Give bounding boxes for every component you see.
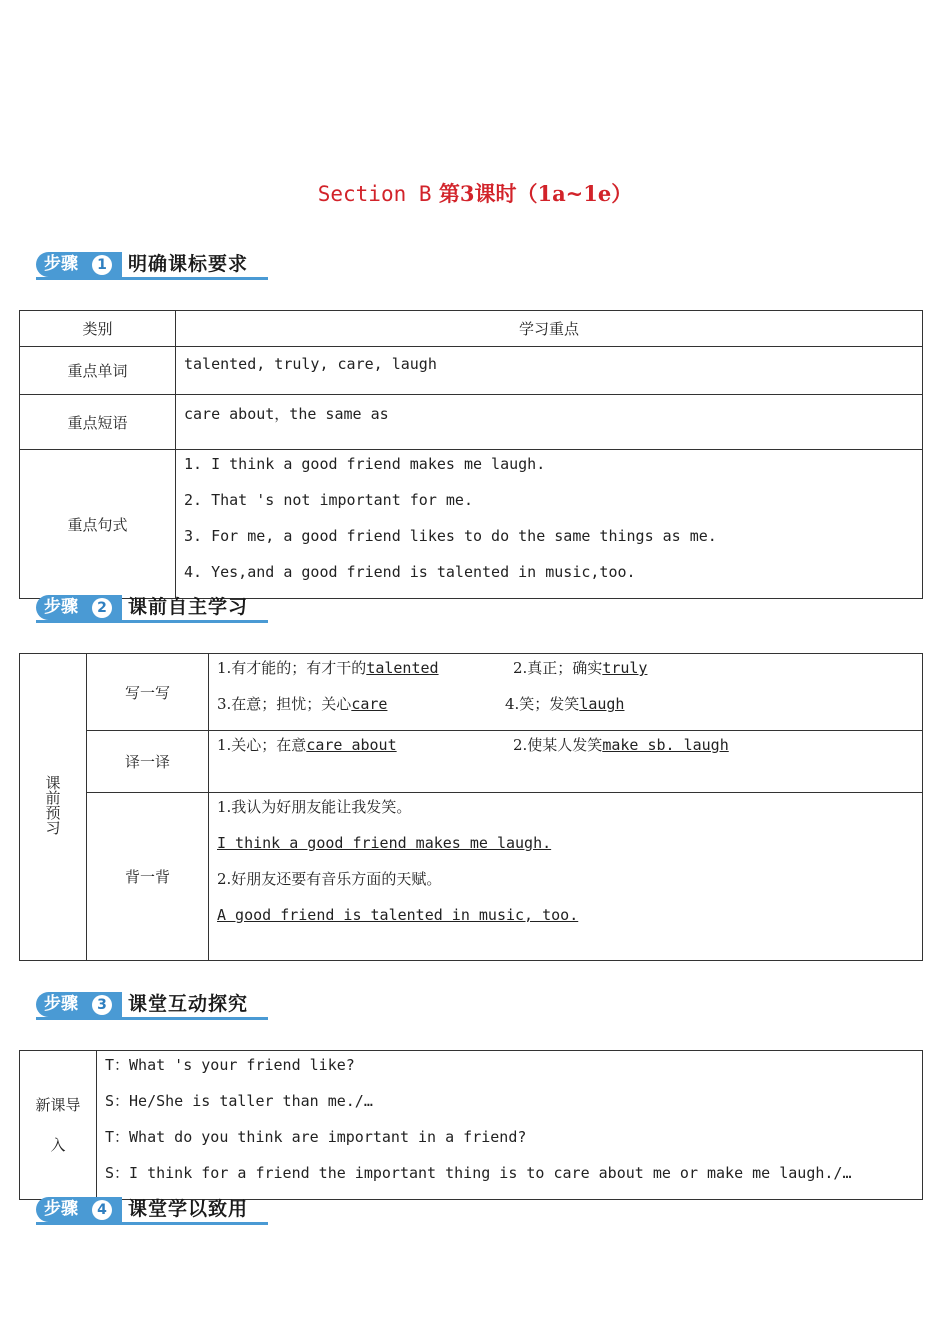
phrases-value: care about，the same as bbox=[176, 395, 923, 450]
recite-label: 背一背 bbox=[87, 793, 209, 961]
step-number: 4 bbox=[92, 1200, 112, 1220]
write-q4: 4.笑；发笑 bbox=[505, 695, 580, 713]
step-label: 课堂互动探究 bbox=[128, 993, 249, 1015]
step-3-header bbox=[36, 992, 268, 1020]
preview-table bbox=[19, 653, 923, 961]
step-underline bbox=[36, 1017, 268, 1020]
sentence-item: 1. I think a good friend makes me laugh. bbox=[184, 455, 546, 473]
header-category: 类别 bbox=[20, 311, 176, 347]
write-label: 写一写 bbox=[87, 654, 209, 731]
write-a3: care bbox=[351, 695, 388, 713]
dialogue-line: S：He/She is taller than me./… bbox=[105, 1092, 373, 1110]
words-value: talented, truly, care, laugh bbox=[176, 347, 923, 395]
write-content bbox=[209, 654, 923, 731]
header-focus: 学习重点 bbox=[176, 311, 923, 347]
recite-a1: I think a good friend makes me laugh. bbox=[217, 834, 552, 852]
step-1-header bbox=[36, 252, 268, 280]
step-tag: 步骤 bbox=[36, 595, 122, 620]
step-label: 明确课标要求 bbox=[128, 253, 249, 275]
page-title bbox=[0, 178, 950, 208]
step-underline bbox=[36, 620, 268, 623]
write-a2: truly bbox=[602, 659, 648, 677]
write-q2: 2.真正；确实 bbox=[513, 659, 603, 677]
lead-in-table bbox=[19, 1050, 923, 1200]
translate-content bbox=[209, 731, 923, 793]
step-underline bbox=[36, 1222, 268, 1225]
translate-a1: care about bbox=[306, 736, 397, 754]
dialogue-line: T：What 's your friend like? bbox=[105, 1056, 355, 1074]
step-label: 课堂学以致用 bbox=[128, 1198, 249, 1220]
step-number: 3 bbox=[92, 995, 112, 1015]
write-q3: 3.在意；担忧；关心 bbox=[217, 695, 352, 713]
step-tag: 步骤 bbox=[36, 992, 122, 1017]
preview-side-label: 课前预习 bbox=[20, 654, 87, 961]
translate-label: 译一译 bbox=[87, 731, 209, 793]
sentence-item: 2. That 's not important for me. bbox=[184, 491, 473, 509]
sentence-item: 4. Yes,and a good friend is talented in music,too. bbox=[184, 563, 636, 581]
translate-q2: 2.使某人发笑 bbox=[513, 736, 603, 754]
step-4-header bbox=[36, 1197, 268, 1225]
dialogue-line: T：What do you think are important in a friend? bbox=[105, 1128, 527, 1146]
step-label: 课前自主学习 bbox=[128, 596, 249, 618]
sentences-label: 重点句式 bbox=[20, 450, 176, 599]
write-q1: 1.有才能的；有才干的 bbox=[217, 659, 367, 677]
title-chinese: 第3课时（1a~1e） bbox=[438, 181, 633, 206]
step-2-header bbox=[36, 595, 268, 623]
lead-in-dialogue bbox=[97, 1051, 923, 1200]
words-label: 重点单词 bbox=[20, 347, 176, 395]
step-number: 2 bbox=[92, 598, 112, 618]
recite-content bbox=[209, 793, 923, 961]
translate-q1: 1.关心；在意 bbox=[217, 736, 307, 754]
sentences-value bbox=[176, 450, 923, 599]
translate-a2: make sb. laugh bbox=[602, 736, 729, 754]
phrases-label: 重点短语 bbox=[20, 395, 176, 450]
title-english: Section B bbox=[317, 182, 432, 206]
step-underline bbox=[36, 277, 268, 280]
step-tag: 步骤 bbox=[36, 252, 122, 277]
sentence-item: 3. For me, a good friend likes to do the same things as me. bbox=[184, 527, 717, 545]
write-a1: talented bbox=[366, 659, 439, 677]
recite-a2: A good friend is talented in music, too. bbox=[217, 906, 579, 924]
recite-q2: 2.好朋友还要有音乐方面的天赋。 bbox=[217, 870, 442, 888]
objectives-table bbox=[19, 310, 923, 599]
step-tag: 步骤 bbox=[36, 1197, 122, 1222]
step-number: 1 bbox=[92, 255, 112, 275]
dialogue-line: S：I think for a friend the important thing is to care about me or make me laugh./… bbox=[105, 1164, 852, 1182]
write-a4: laugh bbox=[579, 695, 625, 713]
recite-q1: 1.我认为好朋友能让我发笑。 bbox=[217, 798, 412, 816]
lead-in-label: 新课导 入 bbox=[20, 1051, 97, 1200]
